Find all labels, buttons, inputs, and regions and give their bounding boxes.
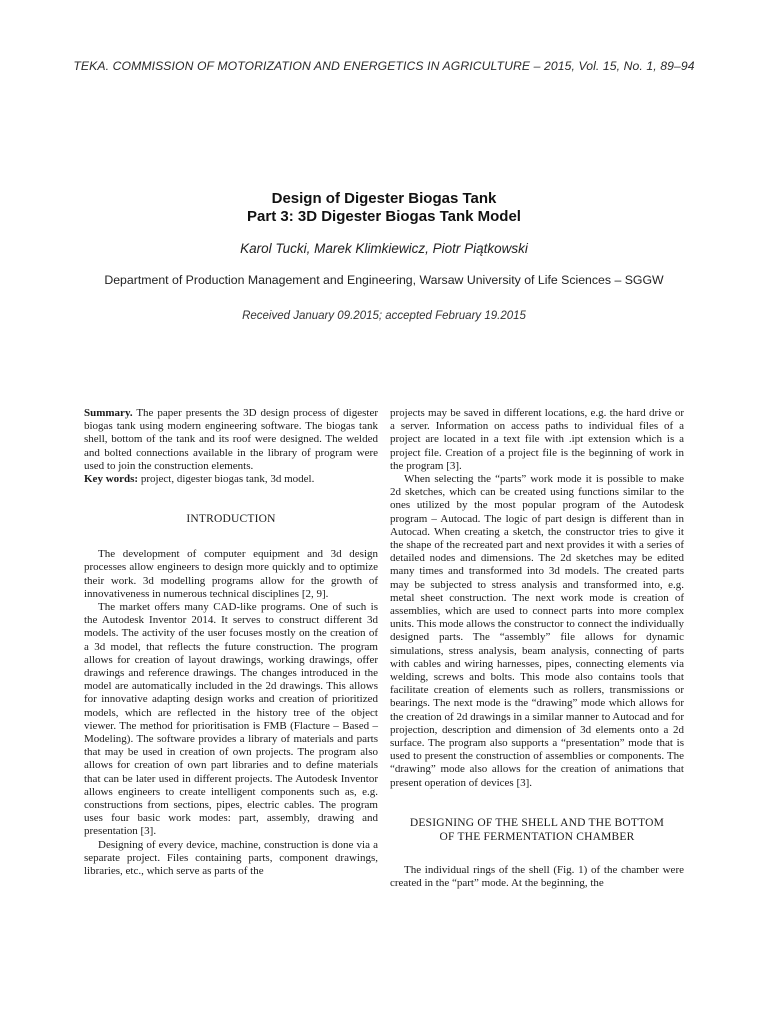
summary-label: Summary. <box>84 407 133 419</box>
affiliation: Department of Production Management and Engineering, Warsaw University of Life Sciences – SGGW <box>104 273 664 287</box>
intro-paragraph-1: The development of computer equipment and 3d design processes allow engineers to design more quickly and to optimize their work. 3d modelling programs allow for the growth of innovativeness in numerous technical disciplines [2, 9]. <box>84 548 378 600</box>
keywords-label: Key words: <box>84 473 139 486</box>
right-paragraph-3: The individual rings of the shell (Fig. 1) of the chamber were created in the “part” mode. At the beginning, the <box>390 863 684 890</box>
received-dates: Received January 09.2015; accepted February 19.2015 <box>242 310 526 322</box>
keywords-paragraph <box>84 473 378 486</box>
keywords-text: project, digester biogas tank, 3d model. <box>138 473 315 486</box>
left-column <box>84 407 378 878</box>
right-paragraph-1: projects may be saved in different locations, e.g. the hard drive or a server. Information on access paths to individual files of a project are located in a text file with .ipt extension which is a project file. Creation of a project file is the beginning of work in the program [3]. <box>390 407 684 472</box>
intro-paragraph-3: Designing of every device, machine, construction is done via a separate project. Files containing parts, component drawings, libraries, etc., which serve as parts of the <box>84 838 378 878</box>
summary-text: The paper presents the 3D design process of digester biogas tank using modern engineering software. The biogas tank shell, bottom of the tank and its roof were designed. The welded and bolted connections available in the library of program were used to join the construction elements. <box>84 407 378 472</box>
authors: Karol Tucki, Marek Klimkiewicz, Piotr Piątkowski <box>240 241 528 256</box>
right-paragraph-2: When selecting the “parts” work mode it is possible to make 2d sketches, which can be created using functions similar to the ones utilized by the most popular program of the Autodesk program – Autocad. The logic of part design is different than in Autocad. When creating a sketch, the constructor tries to give it the shape of the recreated part and next provides it with a series of detailed nodes and dimensions. The 2d sketches may be edited many times and transformed into 3d models. The created parts may be subjected to stress analysis and transformed into, e.g. metal sheet construction. The next work mode is creation of assemblies, which are used to connect parts into more complex units. This mode allows the constructor to connect the individually designed parts. The “assembly” file allows for dynamic simulations, stress analysis, beam analysis, connecting of parts with cables and wiring harnesses, pipes, connecting elements via welding, screws and bolts. This mode also contains tools that facilitate creation of elements such as rollers, transmissions or bearings. The next mode is the “drawing” mode which allows for the creation of 2d drawings in a similar manner to Autocad and for projection, description and dimension of 3d elements onto a 2d surface. The program also supports a “presentation” mode that is used to present the construction of assemblies or components. The “drawing” mode also allows for the creation of animations that present operation of devices [3]. <box>390 473 684 789</box>
right-column <box>390 407 684 890</box>
section-heading-shell-line2: OF THE FERMENTATION CHAMBER <box>439 830 635 843</box>
journal-header: TEKA. COMMISSION OF MOTORIZATION AND ENERGETICS IN AGRICULTURE – 2015, Vol. 15, No. 1, 89–94 <box>73 59 695 73</box>
paper-title-line2: Part 3: 3D Digester Biogas Tank Model <box>247 208 521 225</box>
section-heading-introduction: INTRODUCTION <box>186 513 276 526</box>
section-heading-shell-line1: DESIGNING OF THE SHELL AND THE BOTTOM <box>409 816 665 829</box>
summary-paragraph <box>84 407 378 473</box>
section-heading-shell <box>390 816 684 844</box>
paper-title-line1: Design of Digester Biogas Tank <box>271 190 497 207</box>
intro-paragraph-2: The market offers many CAD-like programs. One of such is the Autodesk Inventor 2014. It serves to construct different 3d models. The activity of the user focuses mostly on the creation of a 3d model, that reflects the future construction. The program allows for creation of layout drawings, working drawings, offer drawings and reference drawings. The changes introduced in the model are automatically included in the 2d drawings. This allows for innovative adapting design works and creation of prioritized models, which are reflected in the history tree of the object viewer. The method for prioritisation is FMB (Flacture – Based – Modeling). The software provides a library of materials and parts that may be used in creation of own projects. The program also allows for creation of own part libraries and to define materials that can be later used in different projects. The Autodesk Inventor allows engineers to create intelligent components such as, e.g. constructions from sections, pipes, electric cables. The program uses four basic work modes: part, assembly, drawing and presentation [3]. <box>84 601 378 838</box>
